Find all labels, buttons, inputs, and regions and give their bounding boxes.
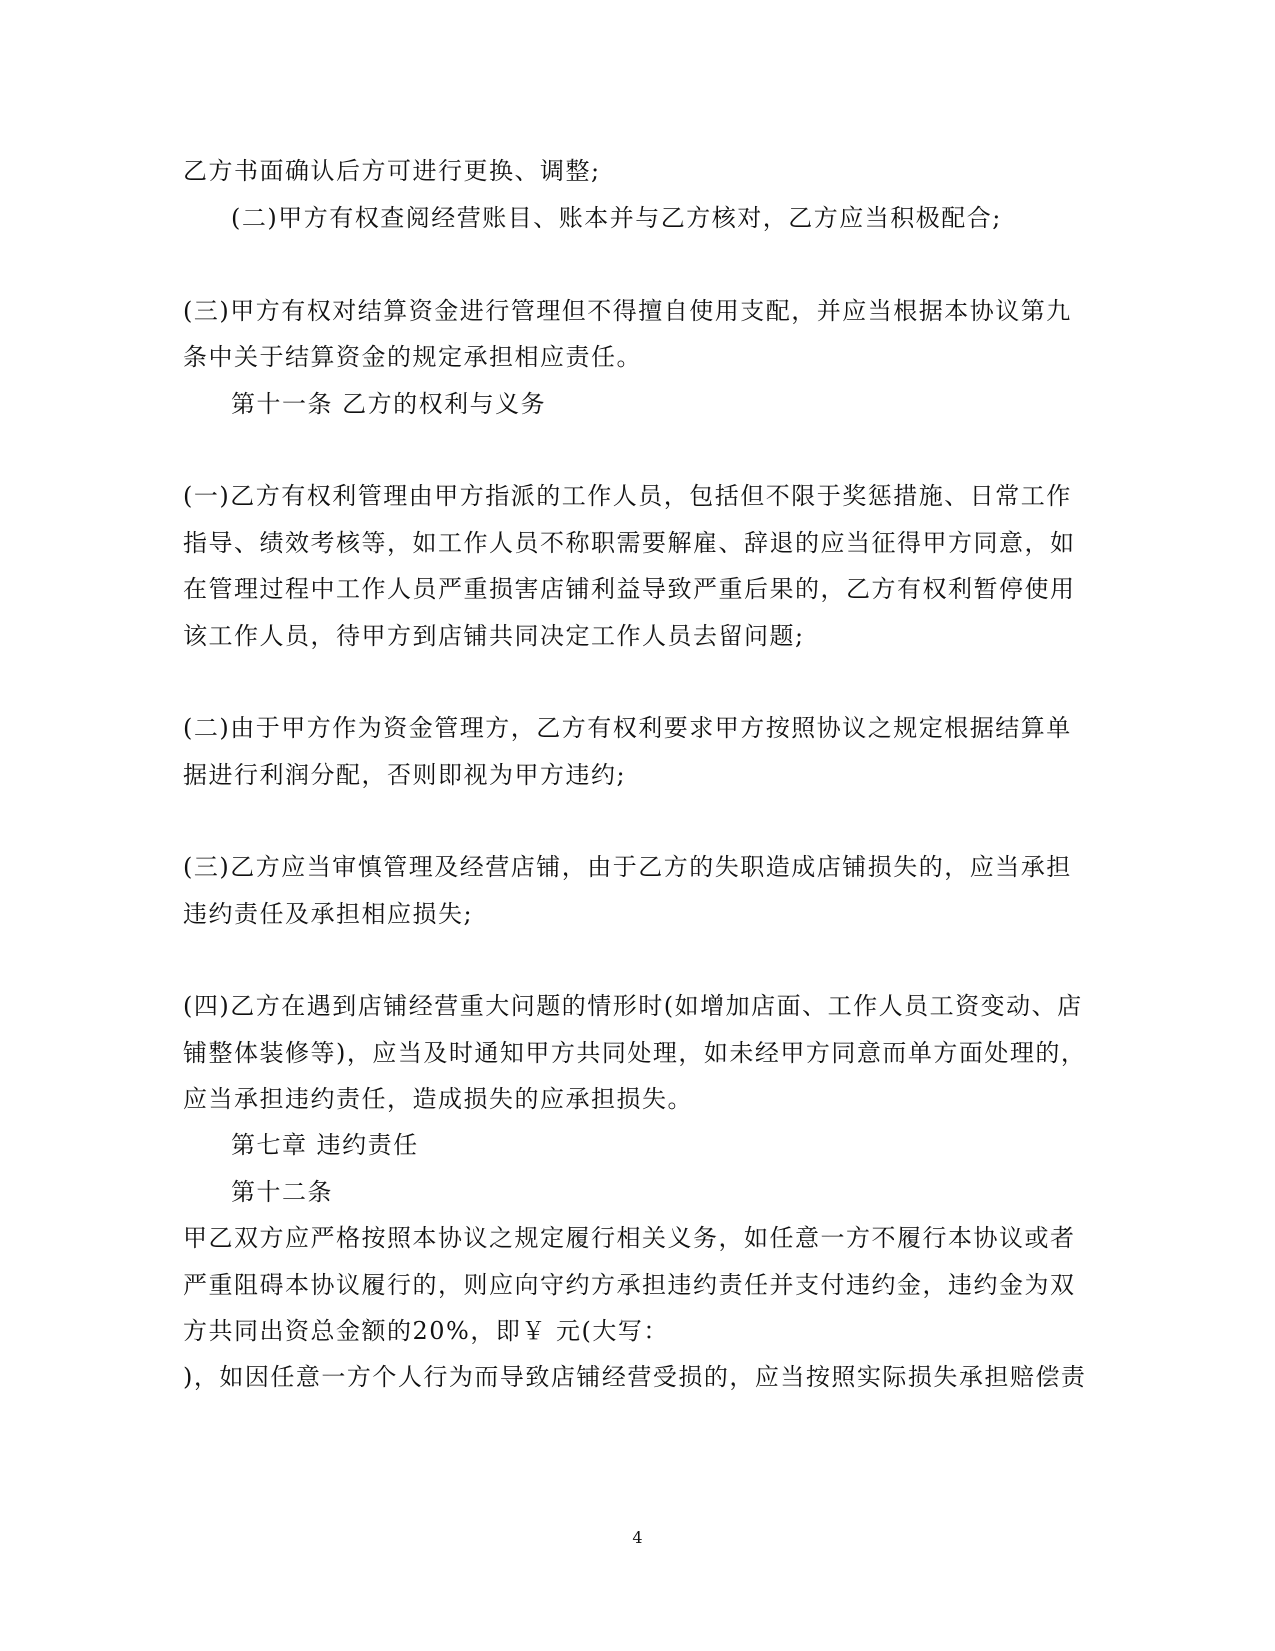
- article-heading: 第十二条: [231, 1178, 333, 1206]
- text-line: 指导、绩效考核等，如工作人员不称职需要解雇、辞退的应当征得甲方同意，如: [183, 529, 1076, 557]
- text-line: 据进行利润分配，否则即视为甲方违约;: [183, 761, 627, 789]
- section-heading: 第十一条 乙方的权利与义务: [231, 390, 547, 418]
- text-line: 甲乙双方应严格按照本协议之规定履行相关义务，如任意一方不履行本协议或者: [183, 1224, 1076, 1252]
- text-line: 在管理过程中工作人员严重损害店铺利益导致严重后果的，乙方有权利暂停使用: [183, 575, 1076, 603]
- text-line: (三)甲方有权对结算资金进行管理但不得擅自使用支配，并应当根据本协议第九: [183, 297, 1072, 325]
- text-line: (四)乙方在遇到店铺经营重大问题的情形时(如增加店面、工作人员工资变动、店: [183, 992, 1083, 1020]
- text-line: 该工作人员，待甲方到店铺共同决定工作人员去留问题;: [183, 622, 805, 650]
- text-line: (三)乙方应当审慎管理及经营店铺，由于乙方的失职造成店铺损失的，应当承担: [183, 853, 1072, 881]
- text-line: 严重阻碍本协议履行的，则应向守约方承担违约责任并支付违约金，违约金为双: [183, 1271, 1076, 1299]
- text-line: 铺整体装修等)，应当及时通知甲方共同处理，如未经甲方同意而单方面处理的，: [183, 1039, 1087, 1067]
- text-line: (二)甲方有权查阅经营账目、账本并与乙方核对，乙方应当积极配合;: [231, 204, 1002, 232]
- text-line: (二)由于甲方作为资金管理方，乙方有权利要求甲方按照协议之规定根据结算单: [183, 714, 1072, 742]
- text-line: (一)乙方有权利管理由甲方指派的工作人员，包括但不限于奖惩措施、日常工作: [183, 482, 1072, 510]
- text-line: )，如因任意一方个人行为而导致店铺经营受损的，应当按照实际损失承担赔偿责: [183, 1363, 1087, 1391]
- chapter-heading: 第七章 违约责任: [231, 1131, 419, 1159]
- text-line: 乙方书面确认后方可进行更换、调整;: [183, 157, 601, 185]
- text-line: 违约责任及承担相应损失;: [183, 900, 474, 928]
- text-line: 方共同出资总金额的20%，即￥ 元(大写：: [183, 1317, 669, 1345]
- text-line: 条中关于结算资金的规定承担相应责任。: [183, 343, 642, 371]
- text-line: 应当承担违约责任，造成损失的应承担损失。: [183, 1085, 693, 1113]
- page-number: 4: [632, 1528, 643, 1547]
